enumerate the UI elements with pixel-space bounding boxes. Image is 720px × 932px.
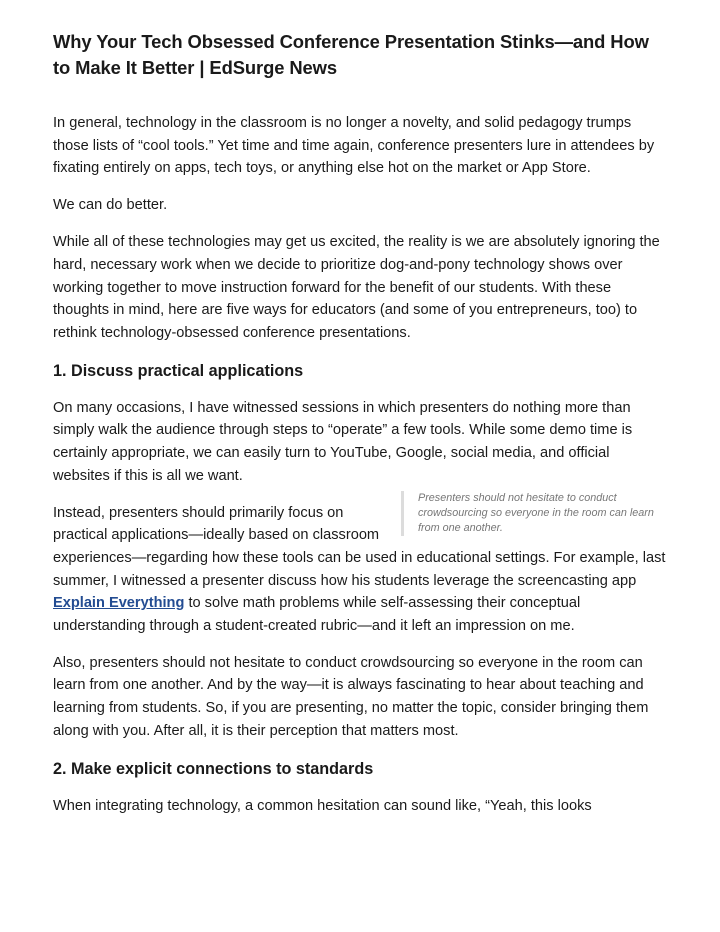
section-1-paragraph-3: Also, presenters should not hesitate to conduct crowdsourcing so everyone in the room can learn from one another. And by the way—it is always fascinating to hear about teaching and learning from students. So, if you are presenting, no matter the topic, consider bringing them along with you. After all, it is their perception that matters most. [53, 654, 649, 739]
article-title: Why Your Tech Obsessed Conference Presentation Stinks—and How to Make It Better | EdSurge News [53, 31, 649, 78]
section-2-heading: 2. Make explicit connections to standards [53, 759, 374, 778]
article [53, 29, 669, 832]
section-1-heading: 1. Discuss practical applications [53, 361, 304, 380]
paragraph-text: to solve math problems while self-assessing their conceptual understanding through a student-created rubric—and it left an impression on me. [53, 595, 581, 634]
intro-paragraph-3: While all of these technologies may get us excited, the reality is we are absolutely ignoring the hard, necessary work when we decide to prioritize dog-and-pony technology shows over working together to move instruction forward for the benefit of our students. With these thoughts in mind, here are five ways for educators (and some of you entrepreneurs, too) to rethink technology-obsessed conference presentations. [53, 234, 660, 341]
section-1-paragraph-1: On many occasions, I have witnessed sessions in which presenters do nothing more than simply walk the audience through steps to “operate” a few tools. While some demo time is certainly appropriate, we can easily turn to YouTube, Google, social media, and official websites if this is all we want. [53, 399, 633, 484]
intro-paragraph-1: In general, technology in the classroom is no longer a novelty, and solid pedagogy trumps those lists of “cool tools.” Yet time and time again, conference presenters lure in attendees by fixating entirely on apps, tech toys, or anything else hot on the market or App Store. [53, 115, 655, 177]
intro-paragraph-2: We can do better. [53, 197, 168, 214]
paragraph-text: Instead, presenters should primarily focus on practical applications—ideally based on classroom experiences—regarding how these tools can be used in educational settings. For example, last summer, I witnessed a presenter discuss how his students leverage the screencasting app [53, 504, 666, 589]
pull-quote: Presenters should not hesitate to conduct crowdsourcing so everyone in the room can learn from one another. [401, 491, 661, 537]
explain-everything-link[interactable]: Explain Everything [53, 595, 185, 612]
section-2-paragraph-1: When integrating technology, a common hesitation can sound like, “Yeah, this looks [53, 797, 592, 814]
article-body [53, 112, 669, 817]
